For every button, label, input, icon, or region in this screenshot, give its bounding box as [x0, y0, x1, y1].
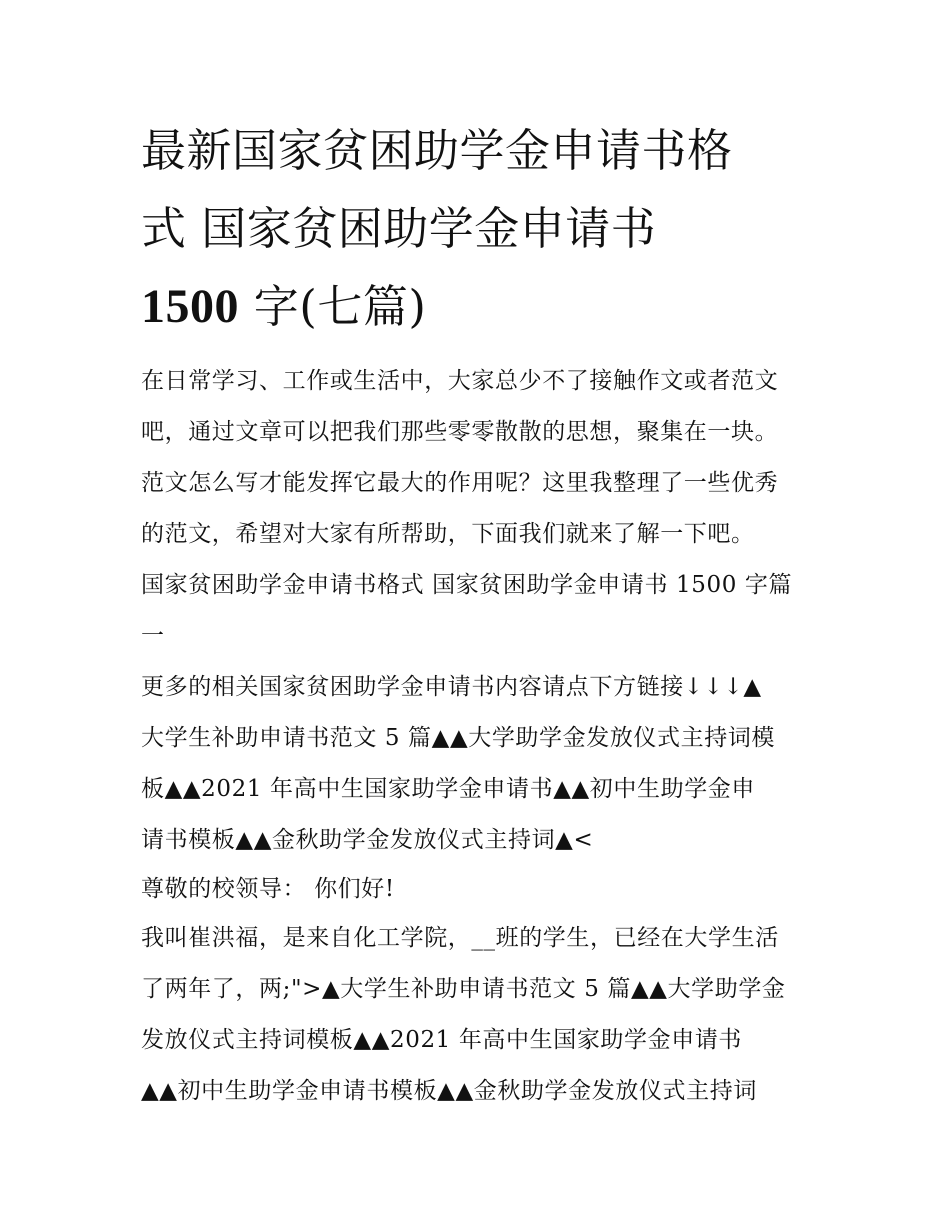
- document-title: [141, 112, 813, 346]
- related-links-paragraph: [141, 662, 813, 866]
- document-content: [141, 112, 813, 1117]
- greeting-paragraph: [141, 866, 813, 913]
- title-line-1: 最新国家贫困助学金申请书格: [141, 124, 733, 177]
- section-heading-line-2: 一: [141, 623, 165, 649]
- section-heading-line-1: 国家贫困助学金申请书格式 国家贫困助学金申请书 1500 字篇: [141, 572, 793, 598]
- body-paragraph: [141, 913, 813, 1117]
- links-line-2: 大学生补助申请书范文 5 篇▲▲大学助学金发放仪式主持词模: [141, 725, 776, 751]
- title-line-3: [141, 268, 813, 346]
- body-line-2: 了两年了，两;">▲大学生补助申请书范文 5 篇▲▲大学助学金: [141, 976, 786, 1002]
- links-line-1: 更多的相关国家贫困助学金申请书内容请点下方链接↓↓↓▲: [141, 674, 762, 700]
- body-line-4: ▲▲初中生助学金申请书模板▲▲金秋助学金发放仪式主持词: [141, 1078, 757, 1104]
- intro-paragraph: [141, 356, 813, 560]
- title-suffix: 字(七篇): [239, 280, 427, 333]
- greeting-line: 尊敬的校领导： 你们好!: [141, 876, 395, 902]
- intro-line-2: 吧，通过文章可以把我们那些零零散散的思想，聚集在一块。: [141, 419, 779, 445]
- links-line-3: 板▲▲2021 年高中生国家助学金申请书▲▲初中生助学金申: [141, 776, 755, 802]
- section-heading: [141, 560, 813, 662]
- body-line-3: 发放仪式主持词模板▲▲2021 年高中生国家助学金申请书: [141, 1027, 743, 1053]
- title-number: 1500: [141, 280, 239, 333]
- intro-line-3: 范文怎么写才能发挥它最大的作用呢？这里我整理了一些优秀: [141, 470, 779, 496]
- links-line-4: 请书模板▲▲金秋助学金发放仪式主持词▲<: [141, 827, 594, 853]
- body-line-1: 我叫崔洪福，是来自化工学院，__班的学生，已经在大学生活: [141, 925, 779, 951]
- intro-line-4: 的范文，希望对大家有所帮助，下面我们就来了解一下吧。: [141, 521, 755, 547]
- title-line-2: 式 国家贫困助学金申请书: [141, 202, 657, 255]
- intro-line-1: 在日常学习、工作或生活中，大家总少不了接触作文或者范文: [141, 368, 779, 394]
